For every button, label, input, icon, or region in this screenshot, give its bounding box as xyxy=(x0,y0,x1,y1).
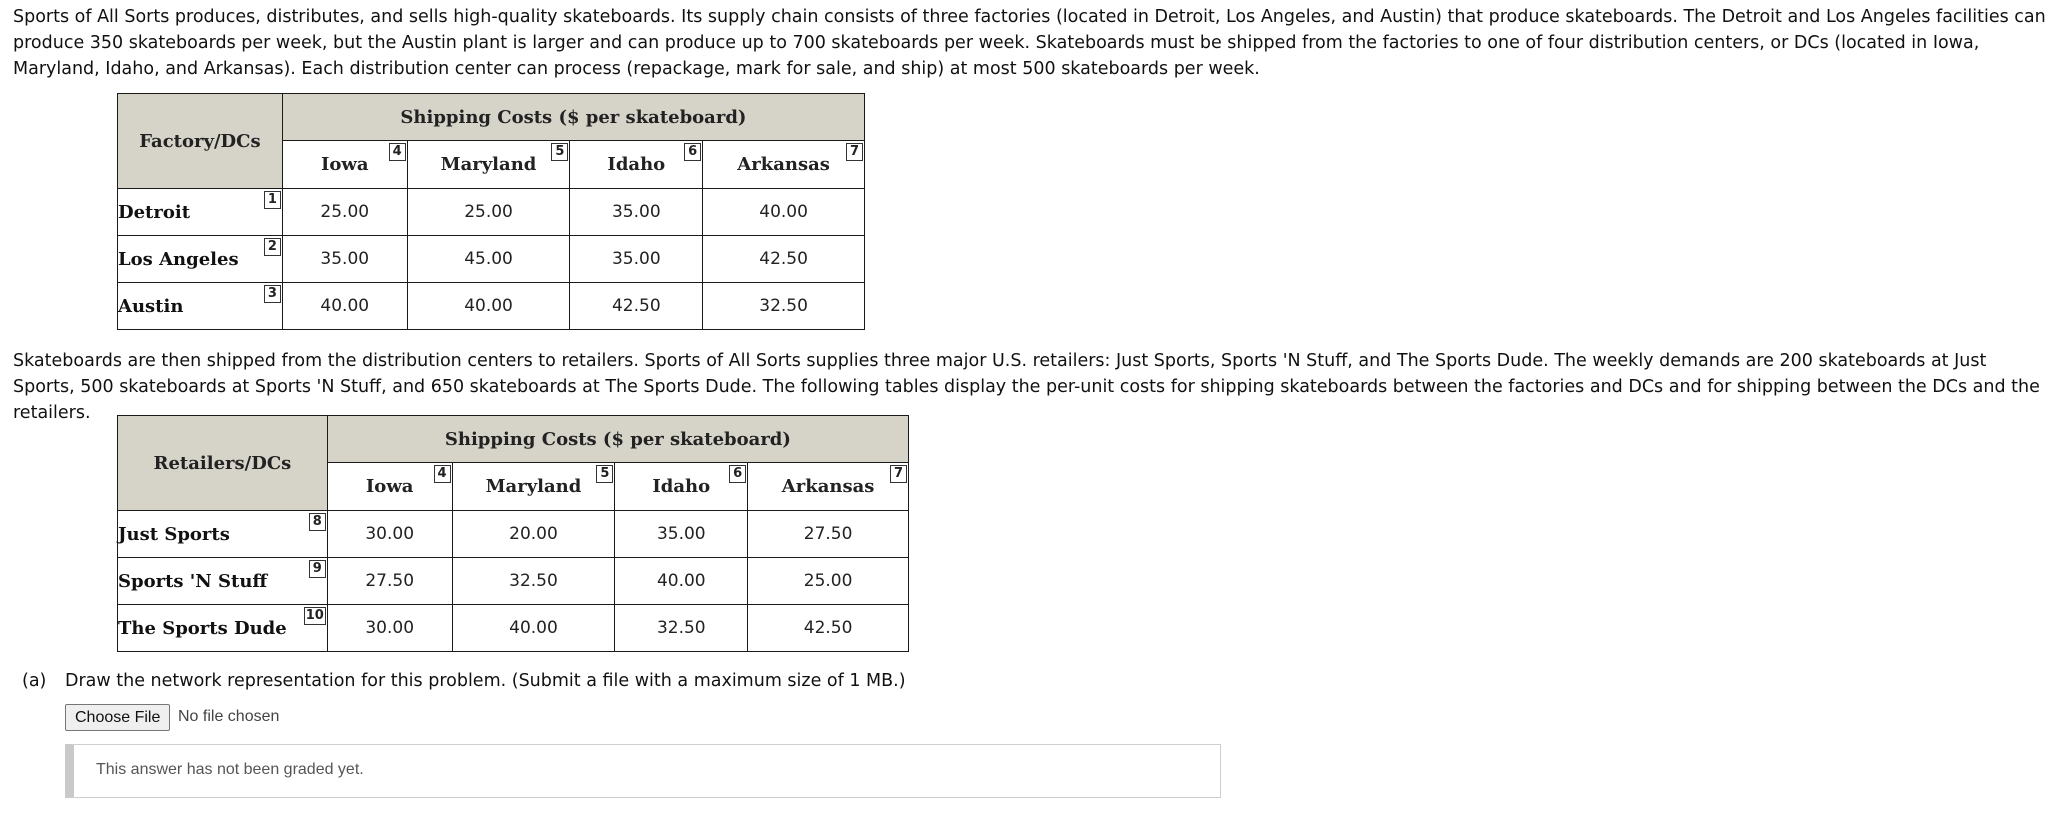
table-corner-header: Retailers/DCs xyxy=(118,416,328,511)
column-header-maryland: Maryland 5 xyxy=(452,463,615,511)
node-tag: 6 xyxy=(729,465,746,483)
question-label: (a) xyxy=(22,671,47,691)
node-tag: 5 xyxy=(596,465,613,483)
table-cell: 25.00 xyxy=(748,558,909,605)
row-header-austin: Austin 3 xyxy=(118,283,283,330)
column-header-arkansas: Arkansas 7 xyxy=(703,141,865,189)
table-cell: 42.50 xyxy=(748,605,909,652)
table-cell: 25.00 xyxy=(282,189,407,236)
node-tag: 2 xyxy=(264,238,281,256)
column-header-arkansas: Arkansas 7 xyxy=(748,463,909,511)
intro-paragraph: Sports of All Sorts produces, distributes, and sells high-quality skateboards. Its supply chain consists of three factories (located in Detroit, Los Angeles, and Austin) that produce skateboards. The Detroit and Los Angeles facilities can produce 350 skateboards per week, but the Austin plant is larger and can produce up to 700 skateboards per week. Skateboards must be shipped from the factories to one of four distribution centers, or DCs (located in Iowa, Maryland, Idaho, and Arkansas). Each distribution center can process (repackage, mark for sale, and ship) at most 500 skateboards per week. xyxy=(13,7,2046,79)
table-cell: 27.50 xyxy=(327,558,452,605)
choose-file-button[interactable]: Choose File xyxy=(65,704,170,731)
grade-status-box xyxy=(65,744,1221,798)
node-tag: 8 xyxy=(309,513,326,531)
table-cell: 32.50 xyxy=(452,558,615,605)
table-row xyxy=(118,511,909,558)
table-cell: 42.50 xyxy=(570,283,703,330)
node-tag: 6 xyxy=(684,143,701,161)
column-header-iowa: Iowa 4 xyxy=(327,463,452,511)
node-tag: 1 xyxy=(264,191,281,209)
table-cell: 40.00 xyxy=(452,605,615,652)
column-header-iowa: Iowa 4 xyxy=(282,141,407,189)
node-tag: 10 xyxy=(305,608,324,623)
file-status-text: No file chosen xyxy=(178,708,280,725)
grade-status-text: This answer has not been graded yet. xyxy=(96,761,364,778)
table-cell: 40.00 xyxy=(615,558,748,605)
table-cell: 45.00 xyxy=(407,236,570,283)
retailer-dc-cost-table xyxy=(117,415,909,652)
table-cell: 30.00 xyxy=(327,605,452,652)
node-tag: 3 xyxy=(264,285,281,303)
table-row xyxy=(118,236,865,283)
row-header-the-sports-dude: The Sports Dude 10 xyxy=(118,605,328,652)
table-cell: 42.50 xyxy=(703,236,865,283)
table-row xyxy=(118,605,909,652)
table-cell: 32.50 xyxy=(615,605,748,652)
table-cell: 32.50 xyxy=(703,283,865,330)
table-group-header: Shipping Costs ($ per skateboard) xyxy=(327,416,908,463)
table-cell: 35.00 xyxy=(615,511,748,558)
factory-dc-cost-table xyxy=(117,93,865,330)
table-cell: 30.00 xyxy=(327,511,452,558)
table-corner-header: Factory/DCs xyxy=(118,94,283,189)
node-tag: 9 xyxy=(309,560,326,578)
table-row xyxy=(118,558,909,605)
table-cell: 40.00 xyxy=(282,283,407,330)
node-tag: 4 xyxy=(434,465,451,483)
row-header-detroit: Detroit 1 xyxy=(118,189,283,236)
table-cell: 35.00 xyxy=(282,236,407,283)
node-tag: 7 xyxy=(846,143,863,161)
table-group-header: Shipping Costs ($ per skateboard) xyxy=(282,94,864,141)
middle-paragraph: Skateboards are then shipped from the distribution centers to retailers. Sports of All Sorts supplies three major U.S. retailers: Just Sports, Sports 'N Stuff, and The Sports Dude. The weekly demands are 200 skateboards at Just Sports, 500 skateboards at Sports 'N Stuff, and 650 skateboards at The Sports Dude. The following tables display the per-unit costs for shipping skateboards between the factories and DCs and for shipping between the DCs and the retailers. xyxy=(13,351,2040,423)
question-text: Draw the network representation for this problem. (Submit a file with a maximum size of 1 MB.) xyxy=(65,671,906,691)
table-cell: 25.00 xyxy=(407,189,570,236)
row-header-sports-n-stuff: Sports 'N Stuff 9 xyxy=(118,558,328,605)
table-row xyxy=(118,283,865,330)
table-cell: 35.00 xyxy=(570,189,703,236)
column-header-maryland: Maryland 5 xyxy=(407,141,570,189)
row-header-los-angeles: Los Angeles 2 xyxy=(118,236,283,283)
column-header-idaho: Idaho 6 xyxy=(615,463,748,511)
table-cell: 27.50 xyxy=(748,511,909,558)
node-tag: 7 xyxy=(890,465,907,483)
table-cell: 35.00 xyxy=(570,236,703,283)
table-row xyxy=(118,189,865,236)
table-cell: 20.00 xyxy=(452,511,615,558)
column-header-idaho: Idaho 6 xyxy=(570,141,703,189)
node-tag: 4 xyxy=(389,143,406,161)
node-tag: 5 xyxy=(551,143,568,161)
table-cell: 40.00 xyxy=(407,283,570,330)
table-cell: 40.00 xyxy=(703,189,865,236)
row-header-just-sports: Just Sports 8 xyxy=(118,511,328,558)
